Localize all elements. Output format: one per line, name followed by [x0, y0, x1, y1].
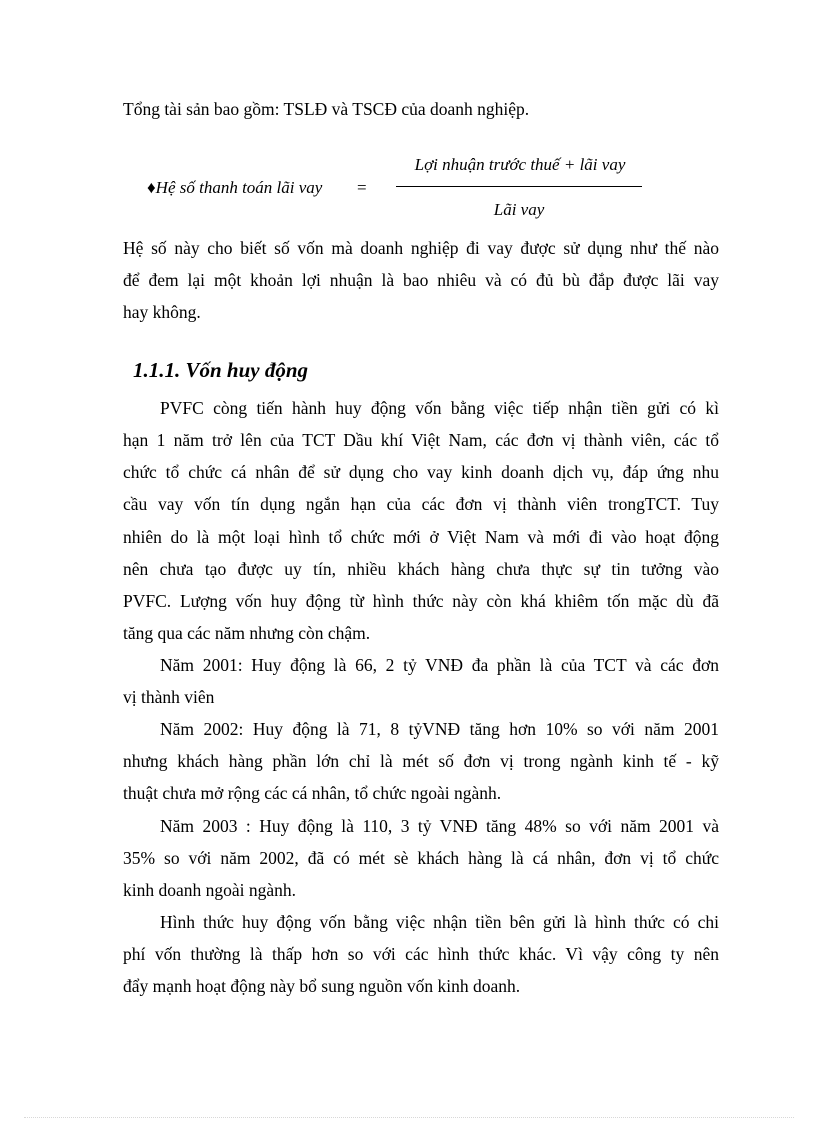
text-line: Năm 2002: Huy động là 71, 8 tỷVNĐ tăng hơn 10% so với năm 2001: [160, 719, 719, 739]
text-line: hay không.: [123, 302, 201, 322]
formula-equals-sign: =: [357, 178, 367, 197]
text-line: Hình thức huy động vốn bằng việc nhận tiền bên gửi là hình thức có chi: [160, 912, 719, 932]
text-line: phí vốn thường là thấp hơn so với các hình thức khác. Vì vậy công ty nên: [123, 944, 719, 964]
text-line: nên chưa tạo được uy tín, nhiều khách hàng chưa thực sự tin tưởng vào: [123, 559, 719, 579]
text-line: Năm 2003 : Huy động là 110, 3 tỷ VNĐ tăng 48% so với năm 2001 và: [160, 816, 719, 836]
text-line: để đem lại một khoản lợi nhuận là bao nhiêu và có đủ bù đắp được lãi vay: [123, 270, 719, 290]
text-line: thuật chưa mở rộng các cá nhân, tổ chức ngoài ngành.: [123, 783, 502, 803]
text-line: hạn 1 năm trở lên của TCT Dầu khí Việt Nam, các đơn vị thành viên, các tổ: [123, 430, 719, 450]
text-line: Hệ số này cho biết số vốn mà doanh nghiệp đi vay được sử dụng như thế nào: [123, 238, 719, 258]
section-heading: 1.1.1. Vốn huy động: [133, 358, 309, 382]
text-line: vị thành viên: [123, 687, 215, 707]
text-line: tăng qua các năm nhưng còn chậm.: [123, 623, 371, 643]
text-line: nhưng khách hàng phần lớn chỉ là mét số đơn vị trong ngành kinh tế - kỹ: [123, 751, 719, 771]
text-line: chức tổ chức cá nhân để sử dụng cho vay kinh doanh dịch vụ, đáp ứng nhu: [123, 462, 719, 482]
text-line: cầu vay vốn tín dụng ngắn hạn của các đơn vị thành viên trongTCT. Tuy: [123, 494, 719, 514]
fraction-bar: [396, 186, 642, 187]
text-line: Năm 2001: Huy động là 66, 2 tỷ VNĐ đa phần là của TCT và các đơn: [160, 655, 719, 675]
intro-line: Tổng tài sản bao gồm: TSLĐ và TSCĐ của doanh nghiệp.: [123, 99, 530, 119]
text-line: kinh doanh ngoài ngành.: [123, 880, 297, 900]
formula-label: ♦Hệ số thanh toán lãi vay: [147, 178, 323, 197]
text-line: PVFC còng tiến hành huy động vốn bằng việc tiếp nhận tiền gửi có kì: [160, 398, 719, 418]
text-line: 35% so với năm 2002, đã có mét sè khách hàng là cá nhân, đơn vị tổ chức: [123, 848, 719, 868]
text-line: PVFC. Lượng vốn huy động từ hình thức này còn khá khiêm tốn mặc dù đã: [123, 591, 719, 611]
formula-denominator: Lãi vay: [493, 200, 545, 219]
page-footer-divider: [24, 1117, 794, 1118]
text-line: nhiên do là một loại hình tổ chức mới ở Việt Nam và mới đi vào hoạt động: [123, 527, 719, 547]
formula-numerator: Lợi nhuận trước thuế + lãi vay: [414, 155, 626, 174]
text-line: đẩy mạnh hoạt động này bổ sung nguồn vốn kinh doanh.: [123, 976, 521, 996]
